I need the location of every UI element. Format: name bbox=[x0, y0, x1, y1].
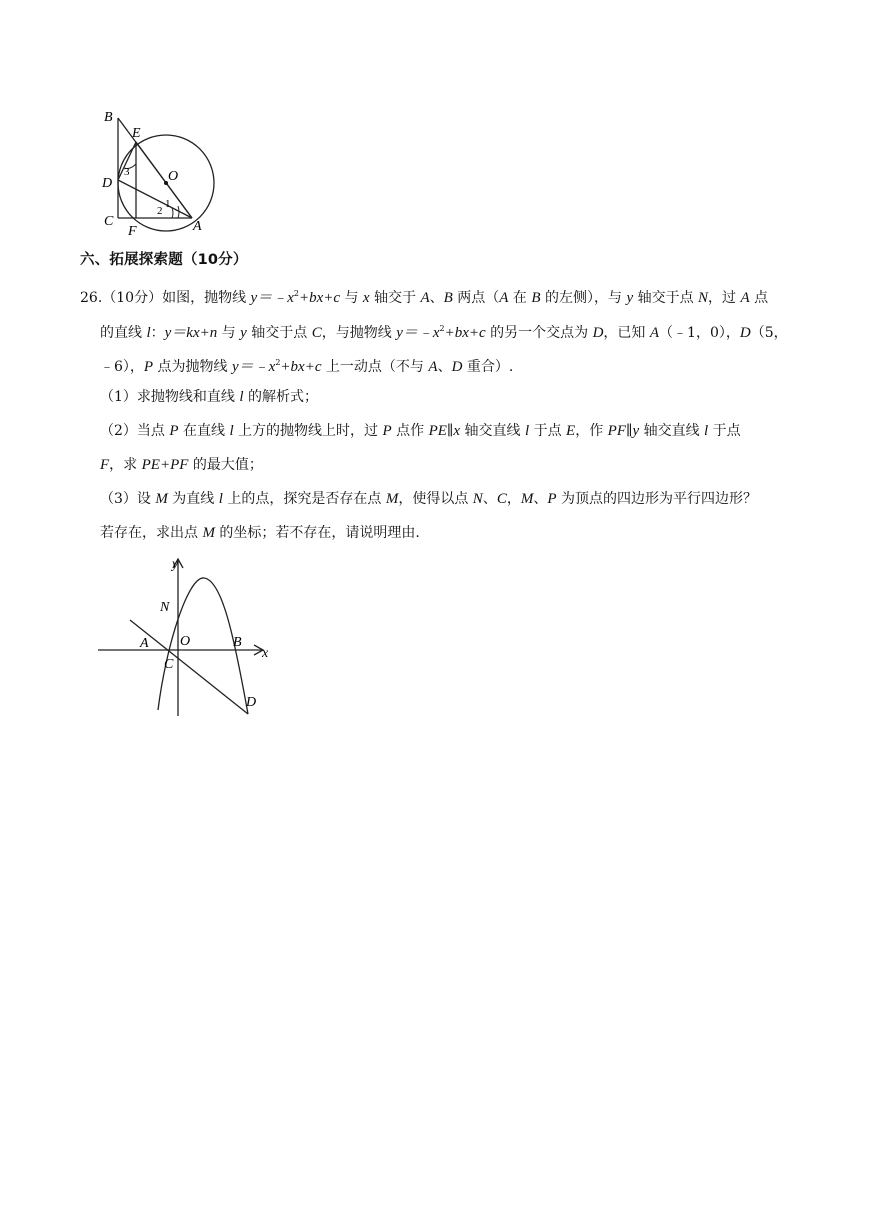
segment-da bbox=[118, 180, 192, 218]
problem-line-2: 的直线 l：y＝kx+n 与 y 轴交于点 C，与抛物线 $y=﹣x^2+bx+c$ 的另一个交点为 D，已知 A（﹣1，0），D（5， bbox=[100, 324, 788, 341]
question-3-line-1: （3）设 M 为直线 l 上的点，探究是否存在点 M，使得以点 N、C，M、P 为顶点的四边形为平行四边形？ bbox=[100, 491, 757, 507]
label-angle-3: 3 bbox=[124, 166, 130, 178]
label-o: O bbox=[180, 634, 191, 649]
question-1: （1）求抛物线和直线 l 的解析式； bbox=[100, 389, 318, 405]
label-a: A bbox=[140, 636, 149, 651]
question-3-line-2: 若存在，求出点 M 的坐标；若不存在，请说明理由. bbox=[100, 525, 420, 541]
label-d: D bbox=[246, 695, 257, 710]
label-f: F bbox=[128, 224, 137, 239]
label-o: O bbox=[168, 169, 179, 184]
problem-line-1: 26.（10分）如图，抛物线 $y=﹣x^2+bx+c$ 与 x 轴交于 A、B 两点（A 在 B 的左侧），与 y 轴交于点 N，过 A 点 bbox=[80, 289, 769, 306]
problem-line-3: ﹣6），P 点为抛物线 $y=﹣x^2+bx+c$ 上一动点（不与 A、D 重合）. bbox=[100, 358, 514, 375]
angle-arc-1 bbox=[178, 206, 179, 218]
label-angle-1: 1 bbox=[165, 198, 171, 210]
segment-ea bbox=[136, 142, 192, 218]
label-d: D bbox=[102, 176, 113, 191]
label-n: N bbox=[160, 600, 170, 615]
axis-label-x: x bbox=[262, 646, 269, 661]
section-title: 六、拓展探索题（10分） bbox=[80, 252, 248, 268]
label-b: B bbox=[104, 110, 113, 125]
label-e: E bbox=[132, 126, 141, 141]
label-c: C bbox=[104, 214, 114, 229]
label-a: A bbox=[193, 219, 202, 234]
axis-label-y: y bbox=[172, 557, 179, 572]
question-2-line-1: （2）当点 P 在直线 l 上方的抛物线上时，过 P 点作 PE∥x 轴交直线 l 于点 E，作 PF∥y 轴交直线 l 于点 bbox=[100, 423, 741, 439]
question-2-line-2: F，求 PE+PF 的最大值； bbox=[100, 457, 263, 473]
circle-figure bbox=[98, 108, 228, 240]
label-b: B bbox=[233, 635, 242, 650]
angle-arc-2 bbox=[172, 208, 173, 218]
parabola-figure bbox=[96, 556, 276, 718]
label-angle-2: 2 bbox=[157, 205, 163, 217]
label-c: C bbox=[164, 657, 174, 672]
